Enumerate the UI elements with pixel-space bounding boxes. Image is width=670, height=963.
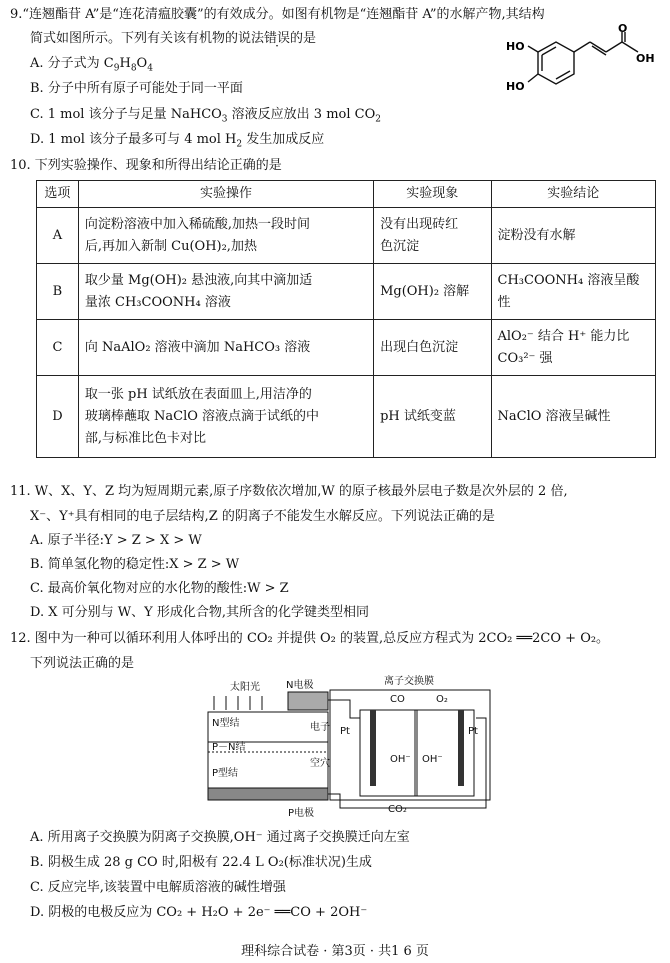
svg-text:P－N结: P－N结 [212, 742, 246, 753]
table-row: D 取一张 pH 试纸放在表面皿上,用洁净的 玻璃棒蘸取 NaClO 溶液点滴于试纸的中 部,与标准比色卡对比 pH 试纸变蓝 NaClO 溶液呈碱性 [37, 376, 656, 458]
table-row: B 取少量 Mg(OH)₂ 悬浊液,向其中滴加适 量浓 CH₃COONH₄ 溶液 Mg(OH)₂ 溶解 CH₃COONH₄ 溶液呈酸性 [37, 264, 656, 320]
q9-option-c: C. 1 mol 该分子与足量 NaHCO$_3$ 溶液反应放出 3 mol $CO_2$ [30, 107, 381, 125]
q11-option-c: C. 最高价氧化物对应的水化物的酸性:W > Z [30, 581, 289, 596]
header-conclusion: 实验结论 [491, 181, 655, 208]
q12-option-a: A. 所用离子交换膜为阴离子交换膜,OH⁻ 通过离子交换膜迁向左室 [30, 830, 410, 845]
header-option: 选项 [37, 181, 79, 208]
svg-text:N电极: N电极 [286, 680, 314, 691]
svg-text:N型结: N型结 [212, 718, 240, 729]
q12-option-c: C. 反应完毕,该装置中电解质溶液的碱性增强 [30, 880, 286, 895]
q12-stem-line1: 12. 图中为一种可以循环利用人体呼出的 CO₂ 并提供 O₂ 的装置,总反应方程式为 2CO₂ ══2CO + O₂。 [10, 631, 610, 646]
header-operation: 实验操作 [78, 181, 373, 208]
table-row: C 向 NaAlO₂ 溶液中滴加 NaHCO₃ 溶液 出现白色沉淀 AlO₂⁻ 结合 H⁺ 能力比 CO₃²⁻ 强 [37, 320, 656, 376]
q11-option-d: D. X 可分别与 W、Y 形成化合物,其所含的化学键类型相同 [30, 605, 369, 620]
svg-text:P型结: P型结 [212, 768, 239, 779]
svg-text:OH: OH [636, 52, 655, 65]
q9-stem-line1: 9.“连翘酯苷 A”是“连花清瘟胶囊”的有效成分。如图有机物是“连翘酯苷 A”的水解产物,其结构 [10, 7, 545, 22]
svg-text:CO: CO [390, 694, 405, 705]
header-phenomenon: 实验现象 [374, 181, 491, 208]
co2-conversion-device-diagram [200, 676, 500, 820]
table-header-row [37, 181, 656, 208]
svg-text:P电极: P电极 [288, 808, 315, 819]
caffeic-acid-structure [500, 22, 660, 110]
svg-text:HO: HO [506, 80, 525, 93]
svg-text:O₂: O₂ [436, 694, 448, 705]
q12-stem-line2: 下列说法正确的是 [30, 656, 135, 671]
svg-text:CO₂: CO₂ [388, 804, 407, 815]
q11-option-a: A. 原子半径:Y > Z > X > W [30, 533, 202, 548]
svg-text:Pt: Pt [340, 726, 350, 737]
q11-stem-line2: X⁻、Y⁺具有相同的电子层结构,Z 的阴离子不能发生水解反应。下列说法正确的是 [30, 509, 495, 524]
q9-option-a: A. 分子式为 $C_9H_8O_4$ [30, 56, 153, 74]
q11-option-b: B. 简单氢化物的稳定性:X > Z > W [30, 557, 240, 572]
q11-stem-line1: 11. W、X、Y、Z 均为短周期元素,原子序数依次增加,W 的原子核最外层电子数是次外层的 2 倍, [10, 484, 568, 499]
q9-emphasis: 错误 [264, 31, 291, 46]
q9-option-d: D. 1 mol 该分子最多可与 4 mol $H_2$ 发生加成反应 [30, 132, 325, 150]
table-row: A 向淀粉溶液中加入稀硫酸,加热一段时间 后,再加入新制 Cu(OH)₂,加热 没有出现砖红 色沉淀 淀粉没有水解 [37, 208, 656, 264]
svg-text:Pt: Pt [468, 726, 478, 737]
q12-option-b: B. 阴极生成 28 g CO 时,阳极有 22.4 L O₂(标准状况)生成 [30, 855, 372, 870]
svg-text:HO: HO [506, 40, 525, 53]
q10-table [36, 180, 656, 458]
svg-text:O: O [618, 22, 628, 35]
q9-stem-line2: 简式如图所示。下列有关该有机物的说法错误的是 [30, 31, 317, 46]
page-footer: 理科综合试卷 · 第3页 · 共1 6 页 [241, 944, 429, 959]
svg-text:太阳光: 太阳光 [230, 682, 260, 693]
q9-option-b: B. 分子中所有原子可能处于同一平面 [30, 81, 243, 96]
q10-stem: 10. 下列实验操作、现象和所得出结论正确的是 [10, 158, 282, 173]
svg-text:离子交换膜: 离子交换膜 [384, 676, 434, 687]
svg-text:OH⁻: OH⁻ [422, 754, 443, 765]
svg-text:OH⁻: OH⁻ [390, 754, 411, 765]
q12-option-d: D. 阴极的电极反应为 CO₂ + H₂O + 2e⁻ ══CO + 2OH⁻ [30, 905, 368, 920]
svg-text:电子: 电子 [310, 722, 330, 733]
svg-text:空穴: 空穴 [310, 758, 330, 769]
